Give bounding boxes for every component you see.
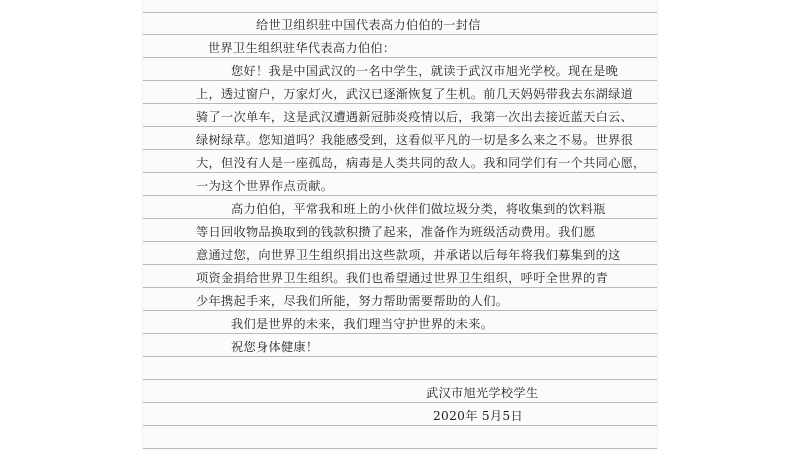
ruled-line bbox=[143, 12, 657, 13]
letter-salutation: 世界卫生组织驻华代表高力伯伯： bbox=[208, 41, 396, 55]
ruled-line bbox=[143, 310, 657, 311]
paragraph2-line: 意通过您，向世界卫生组织捐出这些款项，并承诺以后每年将我们募集到的这 bbox=[196, 248, 621, 262]
paragraph1-line: 您好！我是中国武汉的一名中学生，就读于武汉市旭光学校。现在是晚 bbox=[231, 64, 619, 78]
closing-line: 我们是世界的未来，我们理当守护世界的未来。 bbox=[231, 317, 494, 331]
ruled-line bbox=[143, 57, 657, 58]
ruled-line bbox=[143, 149, 657, 150]
ruled-line bbox=[143, 126, 657, 127]
ruled-line bbox=[143, 80, 657, 81]
ruled-line bbox=[143, 241, 657, 242]
ruled-line bbox=[143, 287, 657, 288]
paragraph2-line: 高力伯伯，平常我和班上的小伙伴们做垃圾分类，将收集到的饮料瓶 bbox=[231, 202, 606, 216]
paragraph1-line: 骑了一次单车，这是武汉遭遇新冠肺炎疫情以后，我第一次出去接近蓝天白云、 bbox=[196, 110, 634, 124]
ruled-line bbox=[143, 402, 657, 403]
ruled-line bbox=[143, 103, 657, 104]
signature: 武汉市旭光学校学生 bbox=[426, 386, 539, 400]
letter-page bbox=[143, 0, 657, 450]
ruled-line bbox=[143, 379, 657, 380]
closing-wish: 祝您身体健康！ bbox=[231, 340, 319, 354]
letter-title: 给世卫组织驻中国代表高力伯伯的一封信 bbox=[256, 18, 481, 32]
ruled-line bbox=[143, 425, 657, 426]
paragraph2-line: 等日回收物品换取到的钱款积攒了起来，准备作为班级活动费用。我们愿 bbox=[196, 225, 596, 239]
ruled-line bbox=[143, 264, 657, 265]
ruled-line bbox=[143, 356, 657, 357]
paragraph1-line: 大，但没有人是一座孤岛，病毒是人类共同的敌人。我和同学们有一个共同心愿， bbox=[196, 156, 646, 170]
paragraph2-line: 项资金捐给世界卫生组织。我们也希望通过世界卫生组织，呼吁全世界的青 bbox=[196, 271, 609, 285]
ruled-line bbox=[143, 34, 657, 35]
paragraph1-line: 绿树绿草。您知道吗？我能感受到，这看似平凡的一切是多么来之不易。世界很 bbox=[196, 133, 634, 147]
ruled-line bbox=[143, 333, 657, 334]
letter-date: 2020年 5月5日 bbox=[433, 409, 523, 423]
ruled-line bbox=[143, 195, 657, 196]
paragraph2-line: 少年携起手来，尽我们所能，努力帮助需要帮助的人们。 bbox=[196, 294, 509, 308]
ruled-line bbox=[143, 172, 657, 173]
paragraph1-line: 一为这个世界作点贡献。 bbox=[196, 179, 334, 193]
paragraph1-line: 上，透过窗户，万家灯火，武汉已逐渐恢复了生机。前几天妈妈带我去东湖绿道 bbox=[196, 87, 634, 101]
ruled-line bbox=[143, 218, 657, 219]
ruled-line bbox=[143, 448, 657, 449]
